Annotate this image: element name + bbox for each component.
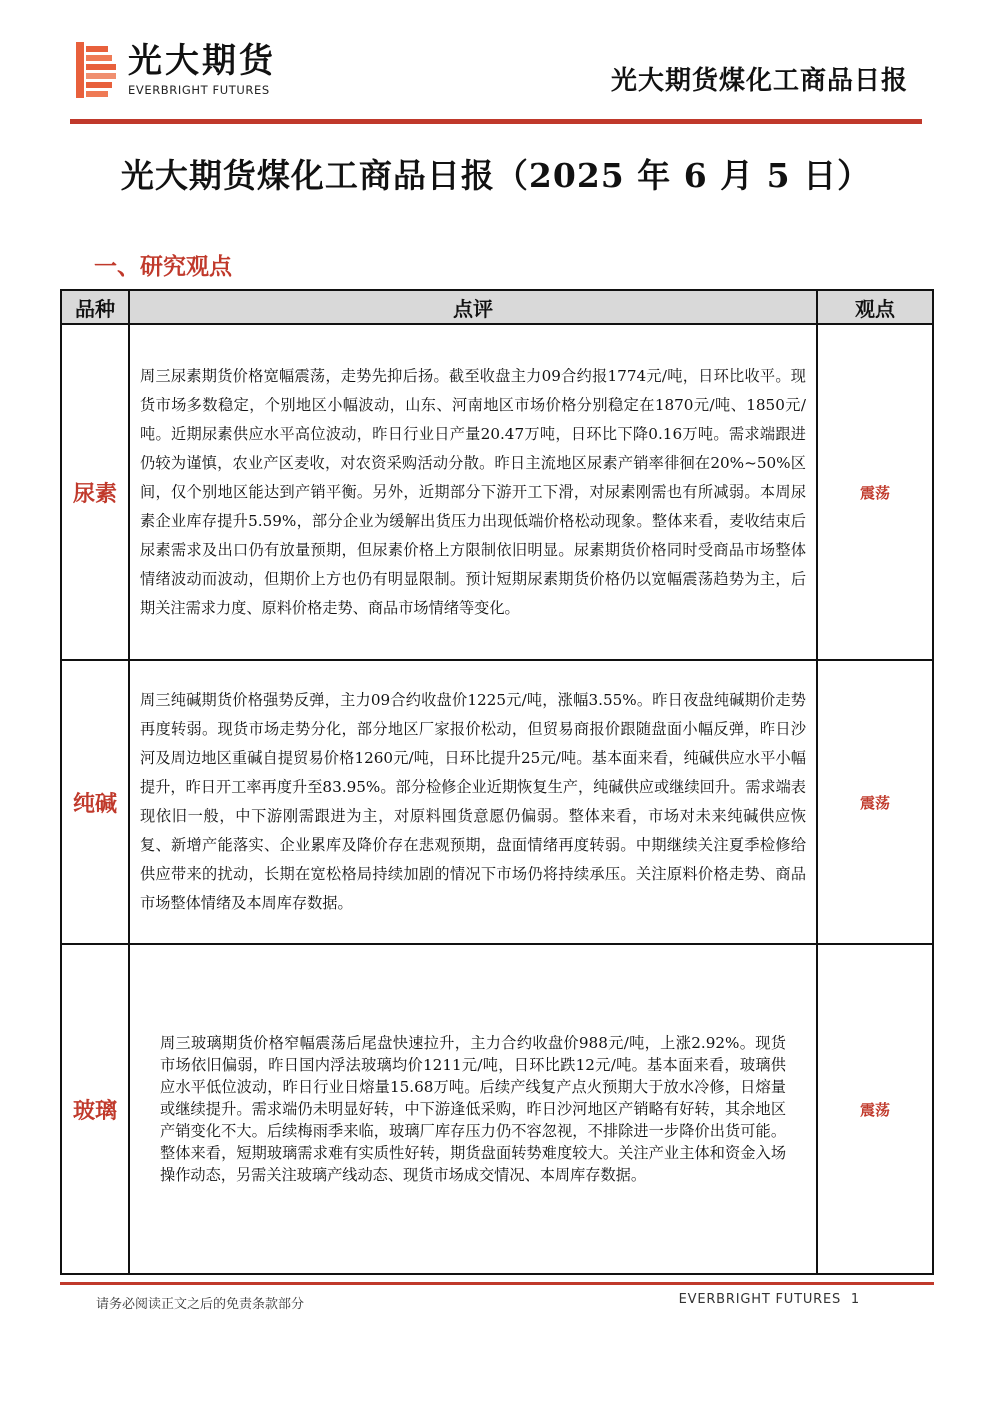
header-variety: 品种 bbox=[61, 290, 129, 324]
variety-cell: 玻璃 bbox=[61, 944, 129, 1274]
section-heading: 一、研究观点 bbox=[94, 253, 232, 280]
view-cell: 震荡 bbox=[817, 660, 933, 944]
research-table bbox=[60, 289, 934, 1275]
variety-cell: 纯碱 bbox=[61, 660, 129, 944]
view-cell: 震荡 bbox=[817, 324, 933, 660]
report-header-title: 光大期货煤化工商品日报 bbox=[610, 66, 908, 96]
header-divider bbox=[70, 119, 922, 124]
table-row-urea bbox=[61, 324, 933, 660]
footer-brand-page bbox=[679, 1292, 860, 1307]
everbright-logo-icon bbox=[76, 42, 116, 98]
variety-cell: 尿素 bbox=[61, 324, 129, 660]
footer-brand: EVERBRIGHT FUTURES bbox=[678, 1292, 842, 1307]
footer-divider bbox=[60, 1282, 934, 1285]
document-title: 光大期货煤化工商品日报（2025 年 6 月 5 日） bbox=[120, 156, 872, 195]
header-comment: 点评 bbox=[129, 290, 817, 324]
page-number: 1 bbox=[850, 1292, 860, 1307]
table-row-soda-ash bbox=[61, 660, 933, 944]
page-header bbox=[0, 0, 992, 130]
header-view: 观点 bbox=[817, 290, 933, 324]
comment-cell: 周三纯碱期货价格强势反弹，主力09合约收盘价1225元/吨，涨幅3.55%。昨日夜盘纯碱期价走势再度转弱。现货市场走势分化，部分地区厂家报价松动，但贸易商报价跟随盘面小幅反弹，昨日沙河及周边地区重碱自提贸易价格1260元/吨，日环比提升25元/吨。基本面来看，纯碱供应水平小幅提升，昨日开工率再度升至83.95%。部分检修企业近期恢复生产，纯碱供应或继续回升。需求端表现依旧一般，中下游刚需跟进为主，对原料囤货意愿仍偏弱。整体来看，市场对未来纯碱供应恢复、新增产能落实、企业累库及降价存在悲观预期，盘面情绪再度转弱。中期继续关注夏季检修给供应带来的扰动，长期在宽松格局持续加剧的情况下市场仍将持续承压。关注原料价格走势、商品市场整体情绪及本周库存数据。 bbox=[129, 660, 817, 944]
table-header-row bbox=[61, 290, 933, 324]
comment-cell: 周三尿素期货价格宽幅震荡，走势先抑后扬。截至收盘主力09合约报1774元/吨，日环比收平。现货市场多数稳定，个别地区小幅波动，山东、河南地区市场价格分别稳定在1870元/吨、1850元/吨。近期尿素供应水平高位波动，昨日行业日产量20.47万吨，日环比下降0.16万吨。需求端跟进仍较为谨慎，农业产区麦收，对农资采购活动分散。昨日主流地区尿素产销率徘徊在20%~50%区间，仅个别地区能达到产销平衡。另外，近期部分下游开工下滑，对尿素刚需也有所减弱。本周尿素企业库存提升5.59%，部分企业为缓解出货压力出现低端价格松动现象。整体来看，麦收结束后尿素需求及出口仍有放量预期，但尿素价格上方限制依旧明显。尿素期货价格同时受商品市场整体情绪波动而波动，但期价上方也仍有明显限制。预计短期尿素期货价格仍以宽幅震荡趋势为主，后期关注需求力度、原料价格走势、商品市场情绪等变化。 bbox=[129, 324, 817, 660]
table-row-glass bbox=[61, 944, 933, 1274]
comment-cell: 周三玻璃期货价格窄幅震荡后尾盘快速拉升，主力合约收盘价988元/吨，上涨2.92%。现货市场依旧偏弱，昨日国内浮法玻璃均价1211元/吨，日环比跌12元/吨。基本面来看，玻璃供应水平低位波动，昨日行业日熔量15.68万吨。后续产线复产点火预期大于放水冷修，日熔量或继续提升。需求端仍未明显好转，中下游逢低采购，昨日沙河地区产销略有好转，其余地区产销变化不大。后续梅雨季来临，玻璃厂库存压力仍不容忽视，不排除进一步降价出货可能。整体来看，短期玻璃需求难有实质性好转，期货盘面转势难度较大。关注产业主体和资金入场操作动态，另需关注玻璃产线动态、现货市场成交情况、本周库存数据。 bbox=[129, 944, 817, 1274]
footer-disclaimer: 请务必阅读正文之后的免责条款部分 bbox=[96, 1297, 305, 1312]
view-cell: 震荡 bbox=[817, 944, 933, 1274]
logo-name-en: EVERBRIGHT FUTURES bbox=[128, 83, 270, 97]
logo-name-cn: 光大期货 bbox=[128, 41, 276, 81]
